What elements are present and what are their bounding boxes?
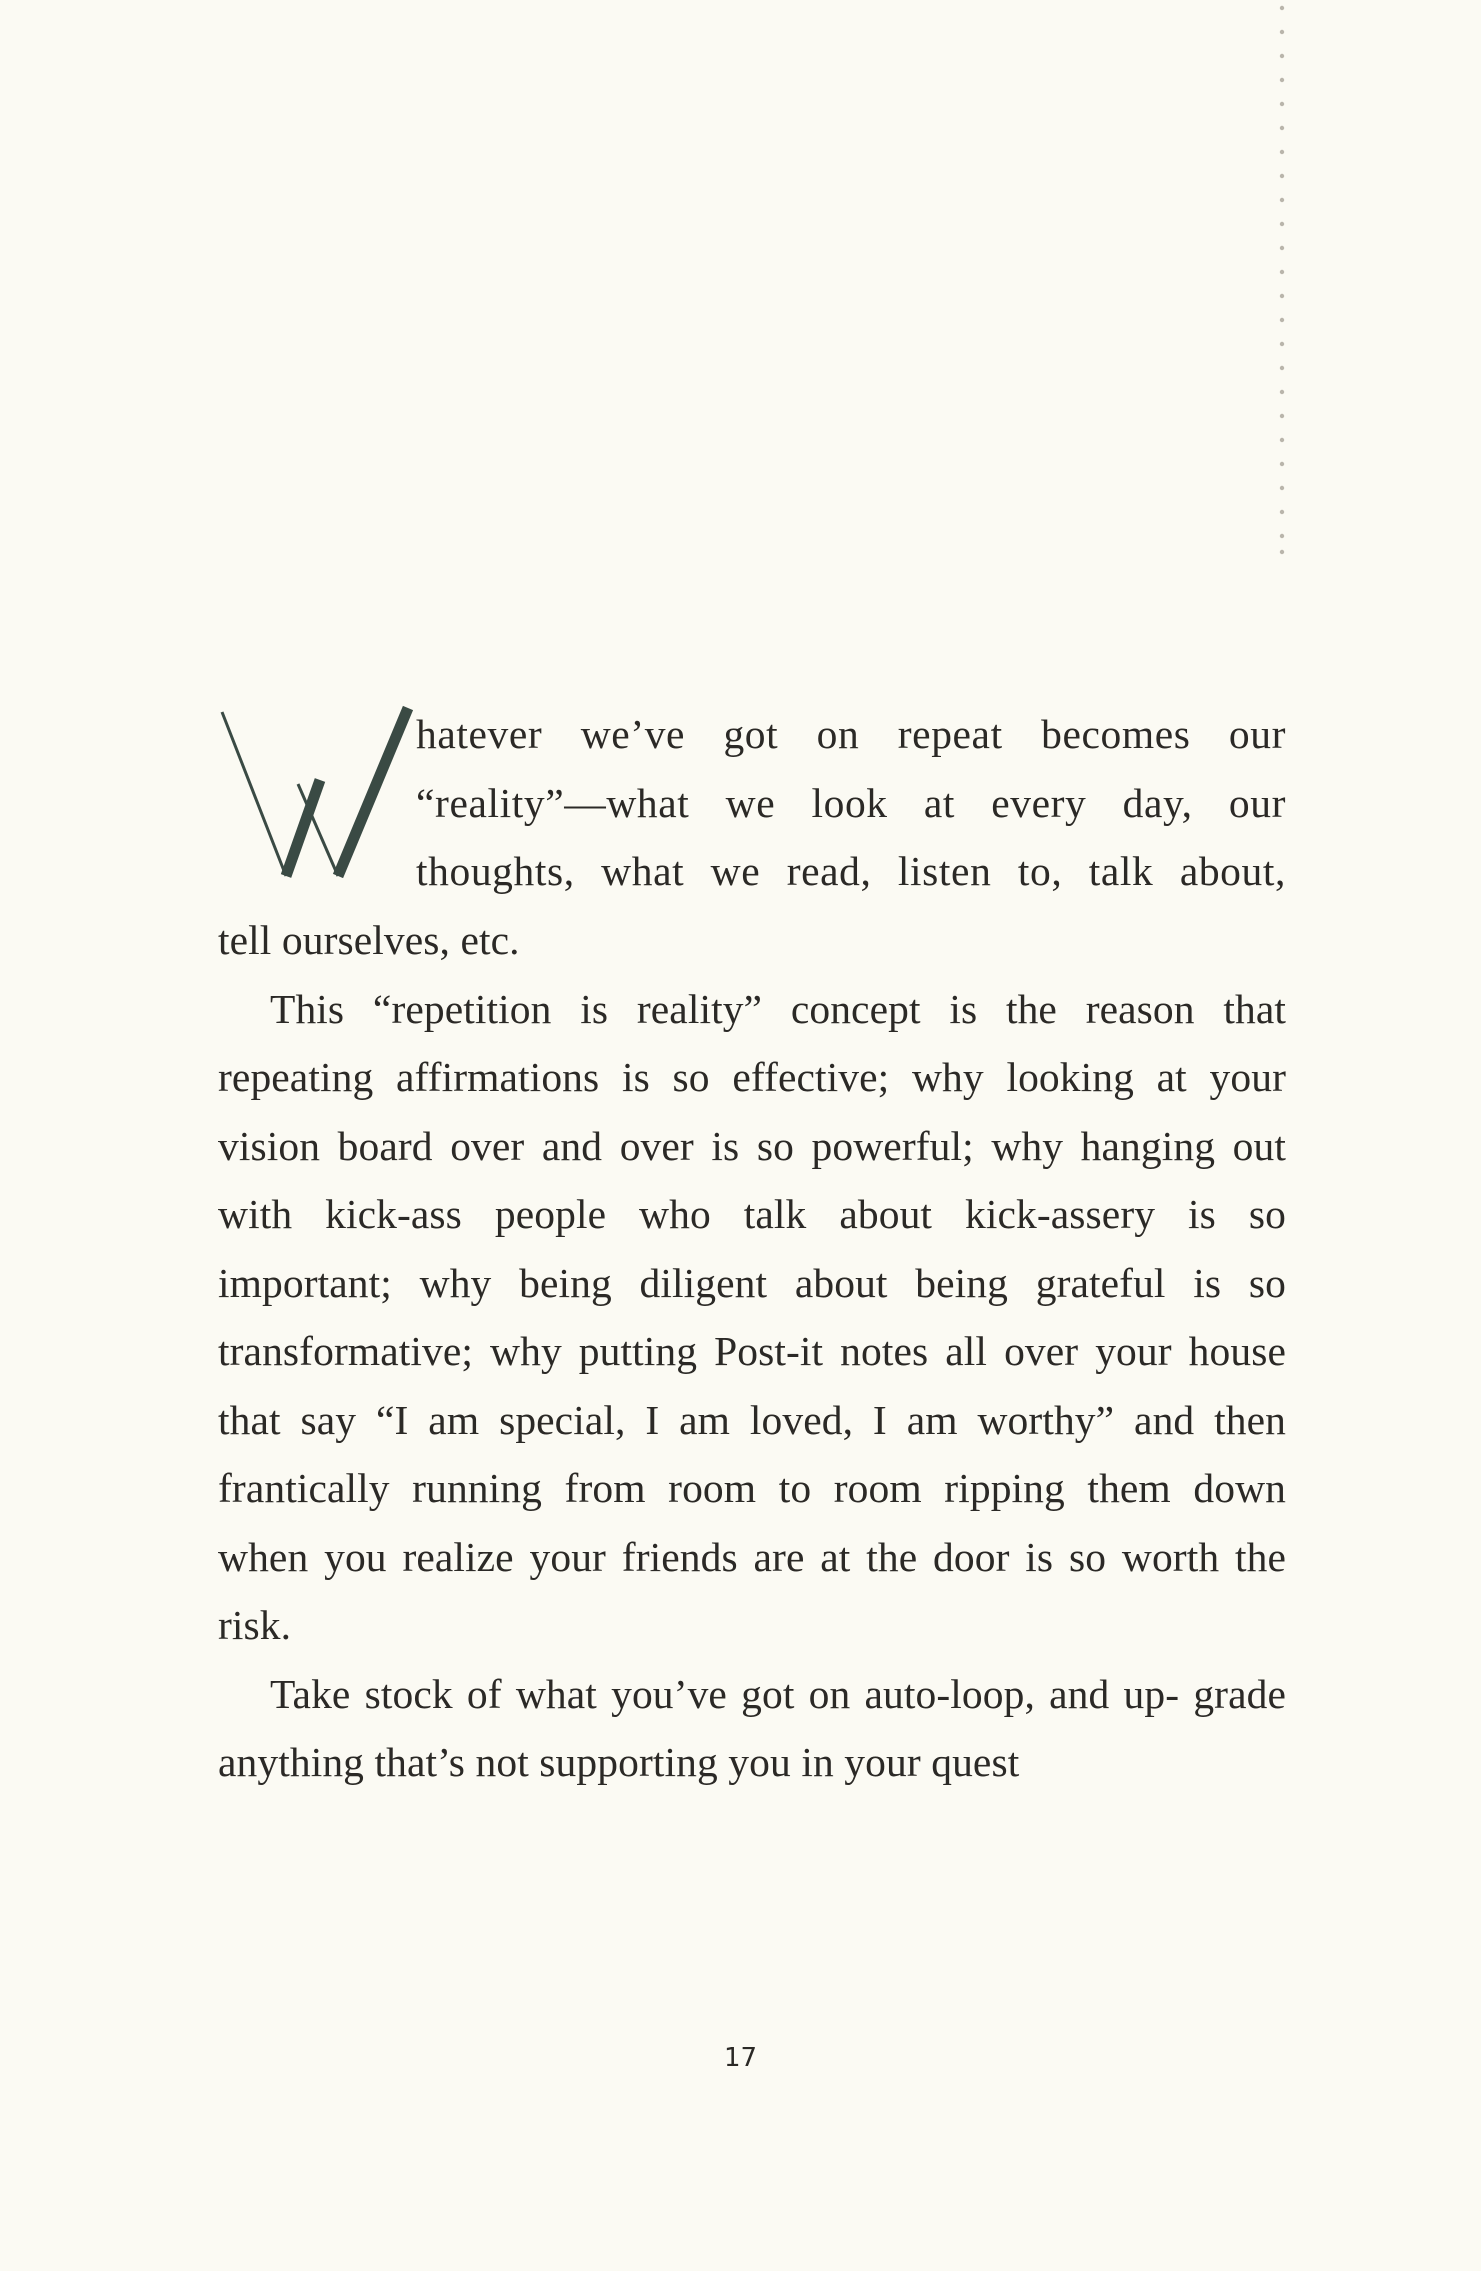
body-text [218,700,1286,1797]
opening-paragraph [218,700,1286,906]
opening-line-3: thoughts, what we read, listen to, talk about, [416,848,1286,894]
svg-text:W: W [218,700,220,701]
page-number: 17 [723,2043,758,2073]
paragraph-take-stock: Take stock of what you’ve got on auto-loop, and up- grade anything that’s not supporting you in your quest [218,1670,1286,1785]
opening-line-4: tell ourselves, etc. [218,917,520,963]
opening-line-2: “reality”—what we look at every day, our [416,779,1286,826]
decorative-dotted-line [1272,0,1292,560]
paragraph-repetition: This “repetition is reality” concept is the reason that repeating affirmations is so effective; why looking at your vision board over and over is so powerful; why hanging out with kick-ass people who talk about kick-assery is so important; why being diligent about being grateful is so transformative; why putting Post-it notes all over your house that say “I am special, I am loved, I am worthy” and then frantically running from room to room ripping them down when you realize your friends are at the door is so worth the risk. [218,985,1286,1648]
dropcap-letter-w [218,700,418,878]
opening-line-1: hatever we’ve got on repeat becomes our [416,711,1286,757]
